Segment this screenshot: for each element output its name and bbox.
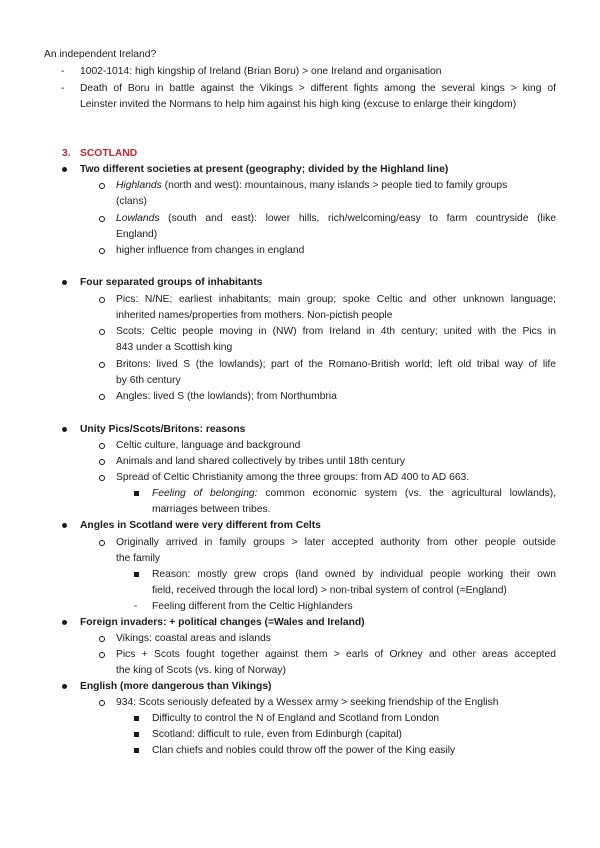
bullet-square — [134, 732, 139, 737]
lowlands-text: (south and east): lower hills, rich/welcoming/easy to farm countryside (like — [159, 213, 556, 224]
intro-item-2: Death of Boru in battle against the Vikings > different fights among the several kings > king of — [80, 83, 556, 94]
belonging-item — [152, 486, 556, 502]
bullet-circle — [99, 329, 105, 335]
bullet-dot — [62, 523, 67, 528]
bullet-square — [134, 491, 139, 496]
reason-item: Reason: mostly grew crops (land owned by individual people working their own — [152, 569, 556, 580]
influence-item: higher influence from changes in england — [116, 245, 305, 256]
bullet-circle — [99, 700, 105, 706]
bullet-dot — [62, 280, 67, 285]
pics-scots-cont: the king of Scots (vs. king of Norway) — [116, 665, 286, 676]
highlands-cont: (clans) — [116, 196, 147, 207]
bullet-dot — [62, 684, 67, 689]
angles-scotland-heading: Angles in Scotland were very different from Celts — [80, 520, 321, 531]
defeat-item: 934: Scots seriously defeated by a Wessex army > seeking friendship of the English — [116, 697, 499, 708]
bullet-dot — [62, 620, 67, 625]
picts-item: Pics: N/NE; earliest inhabitants; main group; spoke Celtic and other unknown language; — [116, 294, 556, 305]
highlands-item — [116, 178, 507, 194]
bullet-circle — [99, 297, 105, 303]
intro-item-2-cont: Leinster invited the Normans to help him against his high king (excuse to enlarge their kingdom) — [80, 99, 517, 110]
lowlands-term: Lowlands — [116, 213, 160, 224]
christianity-item: Spread of Celtic Christianity among the three groups: from AD 400 to AD 663. — [116, 472, 470, 483]
pics-scots-item: Pics + Scots fought together against them > earls of Orkney and other areas accepted — [116, 649, 556, 660]
bullet-square — [134, 748, 139, 753]
lowlands-cont: England) — [116, 229, 158, 240]
bullet-circle — [99, 362, 105, 368]
bullet-dot — [62, 167, 67, 172]
picts-cont: inherited names/properties from mothers. Non-pictish people — [116, 310, 393, 321]
bullet-circle — [99, 475, 105, 481]
angles-item: Angles: lived S (the lowlands); from Northumbria — [116, 391, 337, 402]
bullet-circle — [99, 183, 105, 189]
highlands-text: (north and west): mountainous, many islands > people tied to family groups — [161, 180, 508, 191]
section-number: 3. — [62, 148, 71, 159]
scots-cont: 843 under a Scottish king — [116, 342, 233, 353]
clans-item: Clan chiefs and nobles could throw off the power of the King easily — [152, 745, 456, 756]
reason-cont: field, received through the local lord) > non-tribal system of control (=England) — [152, 585, 507, 596]
unity-heading: Unity Pics/Scots/Britons: reasons — [80, 424, 246, 435]
dash-bullet: - — [61, 66, 65, 77]
feeling-item: Feeling different from the Celtic Highlanders — [152, 601, 353, 612]
english-heading: English (more dangerous than Vikings) — [80, 681, 272, 692]
animals-item: Animals and land shared collectively by tribes until 18th century — [116, 456, 406, 467]
vikings-item: Vikings: coastal areas and islands — [116, 633, 271, 644]
section-title: SCOTLAND — [80, 148, 138, 159]
bullet-circle — [99, 540, 105, 546]
scots-item: Scots: Celtic people moving in (NW) from Ireland in 4th century; united with the Pics in — [116, 326, 556, 337]
intro-item-1: 1002-1014: high kingship of Ireland (Brian Boru) > one Ireland and organisation — [80, 66, 442, 77]
invaders-heading: Foreign invaders: + political changes (=Wales and Ireland) — [80, 617, 365, 628]
bullet-circle — [99, 248, 105, 254]
lowlands-item — [116, 211, 556, 227]
belonging-cont: marriages between tribes. — [152, 504, 271, 515]
bullet-circle — [99, 459, 105, 465]
bullet-square — [134, 716, 139, 721]
bullet-circle — [99, 636, 105, 642]
groups-heading: Four separated groups of inhabitants — [80, 277, 263, 288]
britons-item: Britons: lived S (the lowlands); part of the Romano-British world; left old tribal way of life — [116, 359, 556, 370]
societies-heading: Two different societies at present (geography; divided by the Highland line) — [80, 164, 449, 175]
britons-cont: by 6th century — [116, 375, 181, 386]
bullet-circle — [99, 652, 105, 658]
belonging-text: common economic system (vs. the agricultural lowlands), — [257, 488, 556, 499]
bullet-circle — [99, 216, 105, 222]
culture-item: Celtic culture, language and background — [116, 440, 301, 451]
dash-bullet: - — [134, 601, 138, 612]
belonging-term: Feeling of belonging: — [152, 488, 258, 499]
edinburgh-item: Scotland: difficult to rule, even from Edinburgh (capital) — [152, 729, 402, 740]
difficulty-item: Difficulty to control the N of England and Scotland from London — [152, 713, 440, 724]
dash-bullet: - — [61, 83, 65, 94]
bullet-circle — [99, 394, 105, 400]
bullet-square — [134, 572, 139, 577]
bullet-circle — [99, 443, 105, 449]
bullet-dot — [62, 427, 67, 432]
origin-cont: the family — [116, 553, 161, 564]
intro-heading: An independent Ireland? — [44, 49, 157, 60]
origin-item: Originally arrived in family groups > later accepted authority from other people outside — [116, 537, 556, 548]
highlands-term: Highlands — [116, 180, 162, 191]
